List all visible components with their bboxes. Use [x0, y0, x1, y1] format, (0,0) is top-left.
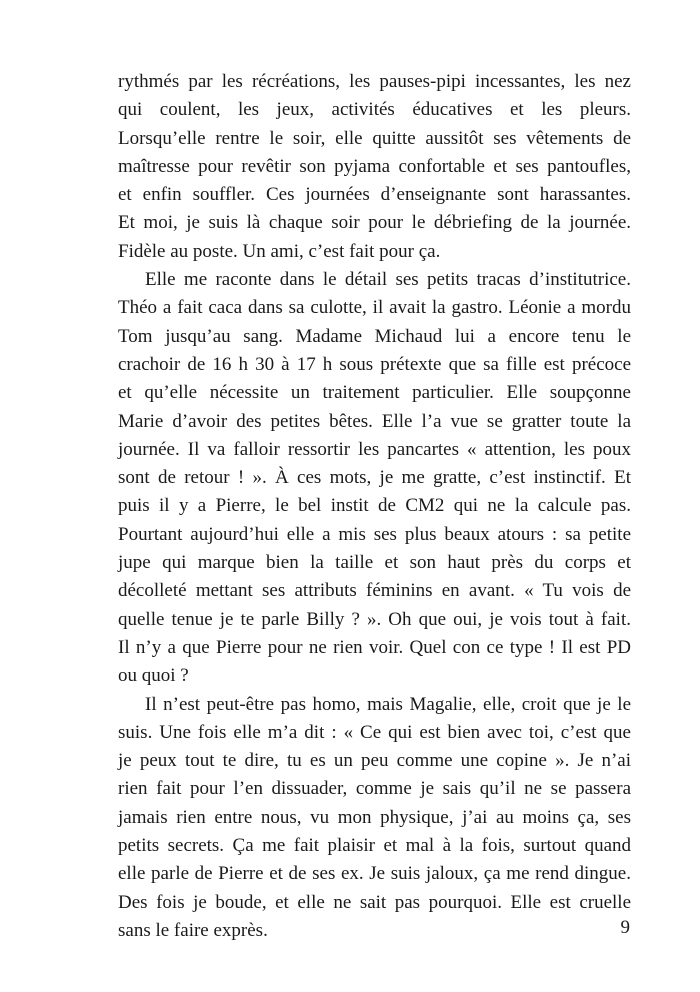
text-line: petits secrets. Ça me fait plaisir et mal à la fois, surtout quand — [118, 835, 631, 857]
text-line: je peux tout te dire, tu es un peu comme une copine ». Je n’ai — [118, 750, 631, 772]
text-line: décolleté mettant ses attributs féminins en avant. « Tu vois de — [118, 580, 631, 602]
text-line: sans le faire exprès. — [118, 919, 268, 941]
page-number: 9 — [620, 917, 630, 938]
text-line: Il n’y a que Pierre pour ne rien voir. Quel con ce type ! Il est PD — [118, 636, 631, 658]
text-line: Lorsqu’elle rentre le soir, elle quitte aussitôt ses vêtements de — [118, 127, 631, 149]
text-line: Théo a fait caca dans sa culotte, il avait la gastro. Léonie a mordu — [118, 297, 631, 319]
text-line: rien fait pour l’en dissuader, comme je sais qu’il ne se passera — [118, 778, 631, 800]
text-line: suis. Une fois elle m’a dit : « Ce qui est bien avec toi, c’est que — [118, 721, 631, 743]
text-line: Tom jusqu’au sang. Madame Michaud lui a encore tenu le — [118, 325, 631, 347]
text-line: sont de retour ! ». À ces mots, je me gratte, c’est instinctif. Et — [118, 467, 631, 489]
text-line: Pourtant aujourd’hui elle a mis ses plus beaux atours : sa petite — [118, 523, 631, 545]
text-line: jamais rien entre nous, vu mon physique, j’ai au moins ça, ses — [118, 806, 631, 828]
text-line: jupe qui marque bien la taille et son haut près du corps et — [118, 552, 631, 574]
text-line: journée. Il va falloir ressortir les pancartes « attention, les poux — [118, 438, 631, 460]
text-line: Il n’est peut-être pas homo, mais Magalie, elle, croit que je le — [145, 693, 631, 715]
text-line: Fidèle au poste. Un ami, c’est fait pour ça. — [118, 240, 441, 262]
text-line: qui coulent, les jeux, activités éducatives et les pleurs. — [118, 99, 631, 121]
text-line: Marie d’avoir des petites bêtes. Elle l’a vue se gratter toute la — [118, 410, 631, 432]
text-line: quelle tenue je te parle Billy ? ». Oh que oui, je vois tout à fait. — [118, 608, 631, 630]
text-line: crachoir de 16 h 30 à 17 h sous prétexte que sa fille est précoce — [118, 353, 631, 375]
text-line: puis il y a Pierre, le bel instit de CM2 qui ne la calcule pas. — [118, 495, 631, 517]
text-line: et qu’elle nécessite un traitement particulier. Elle soupçonne — [118, 382, 631, 404]
text-line: maîtresse pour revêtir son pyjama confortable et ses pantoufles, — [118, 155, 631, 177]
text-line: elle parle de Pierre et de ses ex. Je suis jaloux, ça me rend dingue. — [118, 863, 631, 885]
text-line: Et moi, je suis là chaque soir pour le débriefing de la journée. — [118, 212, 631, 234]
text-line: Elle me raconte dans le détail ses petits tracas d’institutrice. — [145, 269, 631, 291]
text-line: ou quoi ? — [118, 665, 189, 687]
text-line: Des fois je boude, et elle ne sait pas pourquoi. Elle est cruelle — [118, 891, 631, 913]
body-text — [118, 68, 631, 945]
text-line: et enfin souffler. Ces journées d’enseignante sont harassantes. — [118, 184, 631, 206]
text-line: rythmés par les récréations, les pauses-pipi incessantes, les nez — [118, 71, 631, 92]
